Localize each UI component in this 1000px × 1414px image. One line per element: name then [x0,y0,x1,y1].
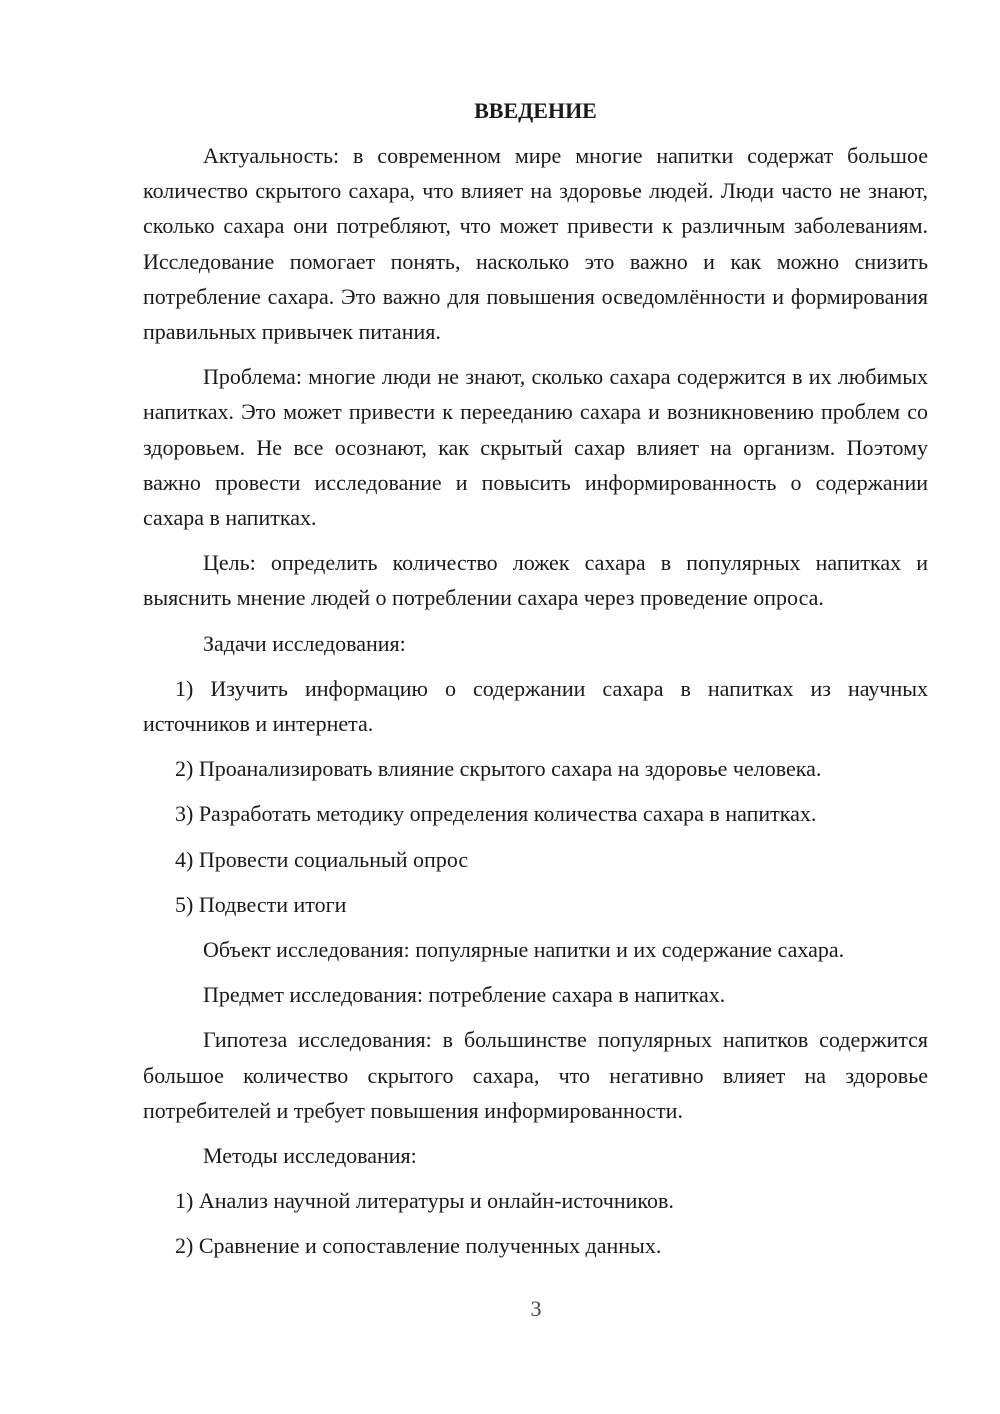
paragraph-relevance: Актуальность: в современном мире многие напитки содержат большое количество скрытого сахара, что влияет на здоровье людей. Люди часто не знают, сколько сахара они потребляют, что может привести к различным заболеваниям. Исследование помогает понять, насколько это важно и как можно снизить потребление сахара. Это важно для повышения осведомлённости и формирования правильных привычек питания. [143,143,928,345]
task-item-2: 2) Проанализировать влияние скрытого сахара на здоровье человека. [175,756,822,782]
page-number: 3 [530,1296,542,1321]
methods-heading: Методы исследования: [203,1143,417,1169]
task-item-3: 3) Разработать методику определения количества сахара в напитках. [175,801,817,827]
section-title: ВВЕДЕНИЕ [474,98,597,123]
method-item-1: 1) Анализ научной литературы и онлайн-источников. [175,1188,674,1214]
document-page [143,93,928,1274]
paragraph-problem: Проблема: многие люди не знают, сколько сахара содержится в их любимых напитках. Это может привести к перееданию сахара и возникновению проблем со здоровьем. Не все осознают, как скрытый сахар влияет на организм. Поэтому важно провести исследование и повысить информированность о содержании сахара в напитках. [143,364,928,531]
task-item-1: 1) Изучить информацию о содержании сахара в напитках из научных источников и интернета. [143,675,928,737]
task-item-5: 5) Подвести итоги [175,891,347,917]
tasks-heading: Задачи исследования: [203,630,406,656]
paragraph-hypothesis: Гипотеза исследования: в большинстве популярных напитков содержится большое количество скрытого сахара, что негативно влияет на здоровье потребителей и требует повышения информированности. [143,1027,928,1123]
task-item-4: 4) Провести социальный опрос [175,846,469,872]
paragraph-goal: Цель: определить количество ложек сахара в популярных напитках и выяснить мнение людей о потреблении сахара через проведение опроса. [143,550,928,611]
paragraph-object: Объект исследования: популярные напитки и их содержание сахара. [203,937,845,963]
method-item-2: 2) Сравнение и сопоставление полученных данных. [175,1233,662,1259]
paragraph-subject: Предмет исследования: потребление сахара в напитках. [203,982,726,1008]
